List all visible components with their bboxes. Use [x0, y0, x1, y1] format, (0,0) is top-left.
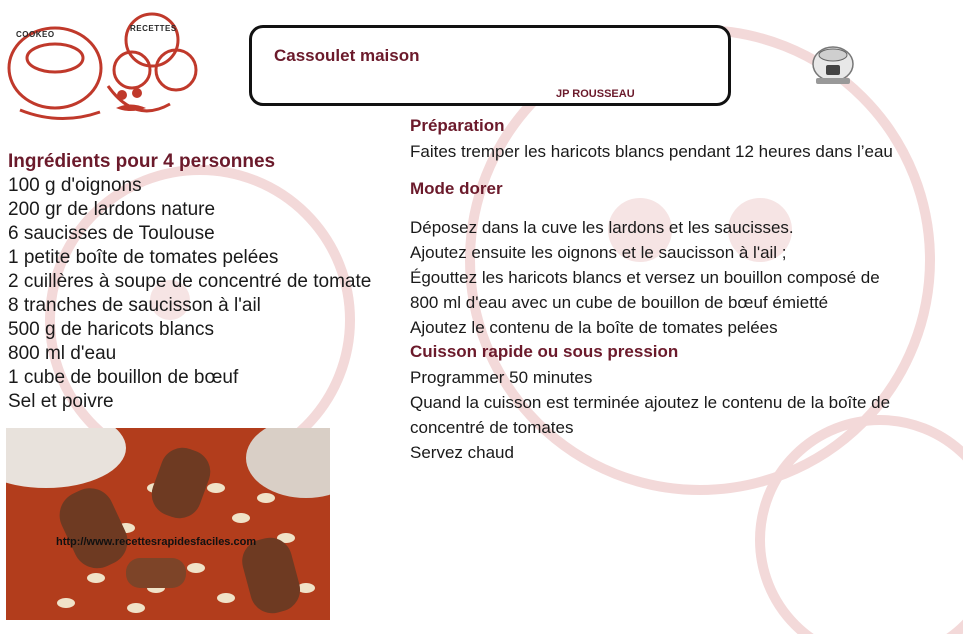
cooker-device-icon — [806, 40, 860, 88]
ingredients-heading: Ingrédients pour 4 personnes — [8, 151, 276, 172]
author-name: JP ROUSSEAU — [556, 88, 635, 100]
ingredient-item: 200 gr de lardons nature — [8, 199, 216, 220]
ingredients-section — [8, 150, 408, 414]
mode-dorer-line: Ajoutez ensuite les oignons et le saucisson à l'ail ; — [410, 243, 787, 262]
ingredient-item: 1 cube de bouillon de bœuf — [8, 367, 239, 388]
ingredient-item: 8 tranches de saucisson à l'ail — [8, 295, 261, 316]
ingredient-item: 100 g d'oignons — [8, 175, 142, 196]
recipe-title: Cassoulet maison — [274, 46, 420, 65]
cookeo-logo — [0, 0, 200, 128]
logo-brand-text: COOKEO — [16, 30, 55, 39]
cuisson-line: Servez chaud — [410, 443, 514, 462]
cassoulet-photo — [6, 428, 330, 620]
ingredients-list — [8, 174, 408, 414]
preparation-text: Faites tremper les haricots blancs pendant 12 heures dans l’eau — [410, 142, 893, 161]
mode-dorer-line: Ajoutez le contenu de la boîte de tomates pelées — [410, 318, 778, 337]
logo-recettes-text: RECETTES — [130, 24, 177, 33]
ingredient-item: 1 petite boîte de tomates pelées — [8, 247, 279, 268]
title-box — [249, 25, 731, 106]
cuisson-heading: Cuisson rapide ou sous pression — [410, 342, 679, 361]
preparation-heading: Préparation — [410, 116, 505, 135]
mode-dorer-heading: Mode dorer — [410, 179, 503, 198]
cuisson-line: Programmer 50 minutes — [410, 368, 593, 387]
ingredient-item: 800 ml d'eau — [8, 343, 117, 364]
cuisson-line: Quand la cuisson est terminée ajoutez le contenu de la boîte de — [410, 393, 891, 412]
mode-dorer-line: Déposez dans la cuve les lardons et les saucisses. — [410, 218, 794, 237]
ingredient-item: Sel et poivre — [8, 391, 114, 412]
cuisson-line: concentré de tomates — [410, 418, 574, 437]
chef-mascot-icon — [0, 0, 200, 128]
ingredient-item: 500 g de haricots blancs — [8, 319, 214, 340]
ingredient-item: 2 cuillères à soupe de concentré de tomate — [8, 271, 372, 292]
cassoulet-dish-image — [6, 428, 330, 620]
mode-dorer-line: Égouttez les haricots blancs et versez un bouillon composé de — [410, 268, 880, 287]
photo-watermark-url: http://www.recettesrapidesfaciles.com — [56, 536, 257, 548]
ingredient-item: 6 saucisses de Toulouse — [8, 223, 215, 244]
mode-dorer-line: 800 ml d'eau avec un cube de bouillon de bœuf émietté — [410, 293, 829, 312]
